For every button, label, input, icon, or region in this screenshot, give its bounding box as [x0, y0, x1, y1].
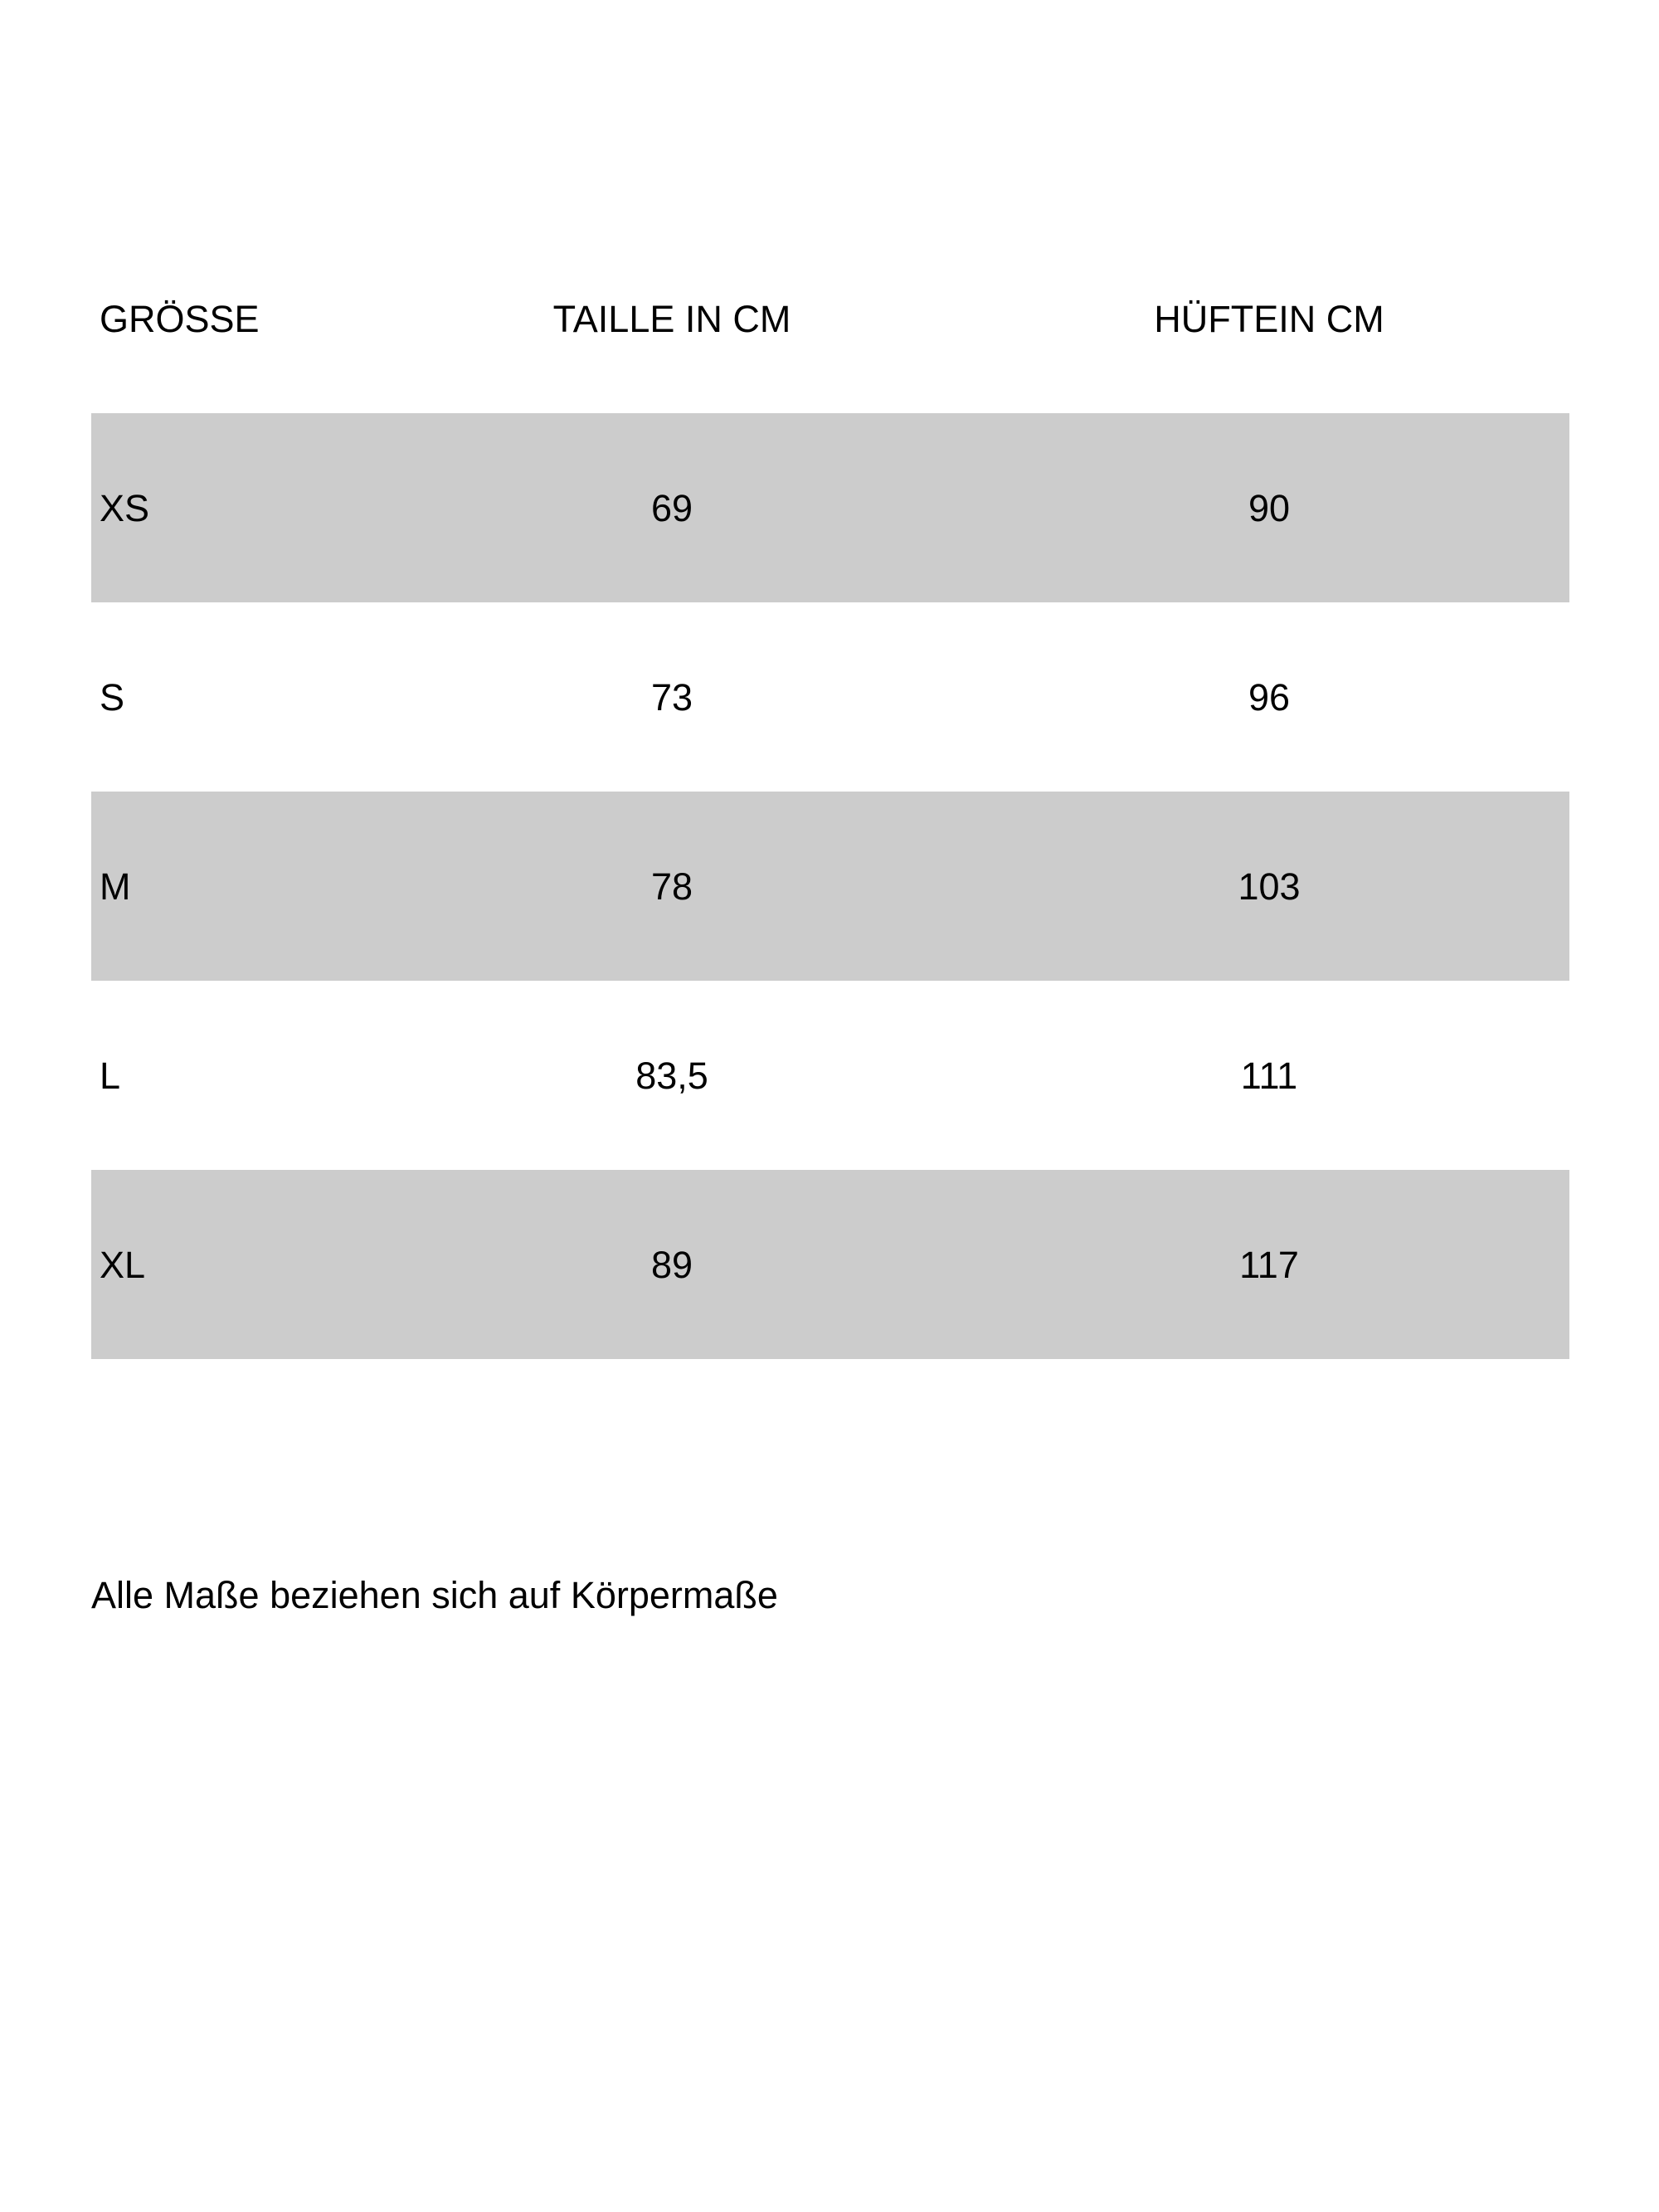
row-hip: 90: [1248, 486, 1291, 529]
row-hip: 111: [1240, 1054, 1298, 1097]
row-waist: 89: [650, 1243, 693, 1286]
table-row: [91, 1170, 1569, 1359]
row-size: S: [100, 675, 125, 719]
table-row: [91, 602, 1569, 792]
row-waist: 83,5: [635, 1054, 708, 1097]
header-size: GRÖSSE: [100, 297, 260, 340]
table-header-row: [91, 224, 1569, 413]
table-row: [91, 981, 1569, 1170]
header-waist: TAILLE IN CM: [552, 297, 791, 340]
table-row: [91, 413, 1569, 602]
row-waist: 73: [650, 675, 693, 719]
footnote: Alle Maße beziehen sich auf Körpermaße: [91, 1574, 778, 1616]
row-size: XS: [100, 486, 150, 529]
row-size: L: [100, 1054, 121, 1097]
size-table: [91, 224, 1569, 1359]
row-hip: 103: [1238, 865, 1301, 908]
row-size: M: [100, 865, 131, 908]
row-hip: 96: [1248, 675, 1291, 719]
row-waist: 78: [650, 865, 693, 908]
header-hip: HÜFTEIN CM: [1154, 297, 1384, 340]
row-size: XL: [100, 1243, 146, 1286]
row-hip: 117: [1239, 1243, 1299, 1286]
row-waist: 69: [650, 486, 693, 529]
table-row: [91, 792, 1569, 981]
